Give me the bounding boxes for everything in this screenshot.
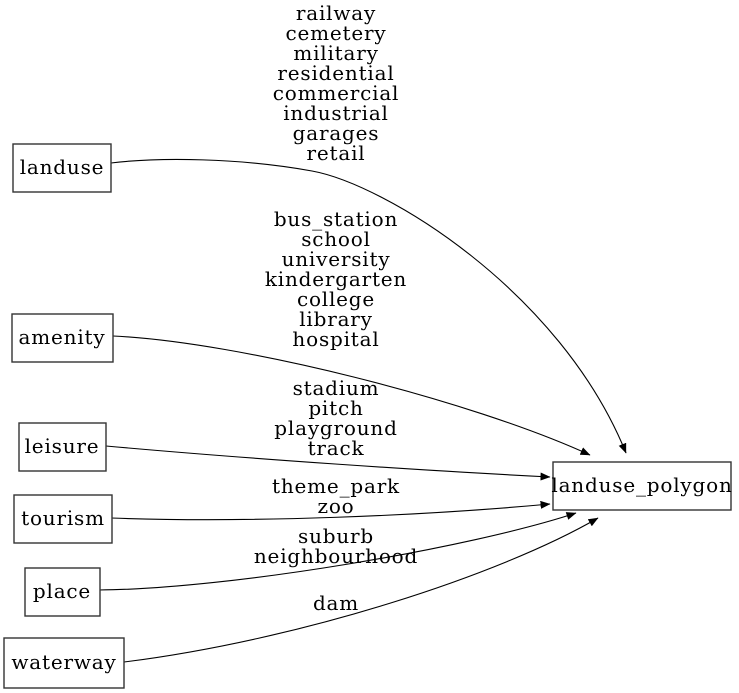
node-landuse xyxy=(13,144,111,192)
edge-label-playground: playground xyxy=(274,416,398,440)
edge-label-college: college xyxy=(296,287,376,311)
node-leisure xyxy=(19,423,106,471)
edge-label-kindergarten: kindergarten xyxy=(264,267,408,291)
edge-label-dam: dam xyxy=(312,591,360,615)
edge-label-university: university xyxy=(281,247,391,271)
edge-labels-landuse xyxy=(273,1,400,165)
edge-label-track: track xyxy=(307,436,365,460)
edge-label-stadium: stadium xyxy=(292,376,380,400)
edge-labels-place xyxy=(254,524,418,568)
edge-label-bus_station: bus_station xyxy=(273,207,399,231)
edge-label-garages: garages xyxy=(292,121,380,145)
node-label-landuse: landuse xyxy=(19,155,105,179)
node-label-tourism: tourism xyxy=(21,506,105,530)
node-label-place: place xyxy=(32,579,92,603)
edge-label-zoo: zoo xyxy=(317,494,355,518)
node-landuse_polygon xyxy=(551,462,732,510)
edge-label-railway: railway xyxy=(295,1,377,25)
edge-label-library: library xyxy=(299,307,373,331)
edge-label-theme_park: theme_park xyxy=(272,474,400,498)
node-waterway xyxy=(4,638,124,688)
edge-label-school: school xyxy=(301,227,371,251)
edge-label-hospital: hospital xyxy=(292,327,380,351)
node-label-amenity: amenity xyxy=(18,325,106,349)
edge-labels-tourism xyxy=(272,474,400,518)
edge-label-industrial: industrial xyxy=(283,101,389,125)
edge-label-cemetery: cemetery xyxy=(285,21,387,45)
edge-label-neighbourhood: neighbourhood xyxy=(253,544,419,568)
edge-label-residential: residential xyxy=(277,61,395,85)
edge-label-retail: retail xyxy=(306,141,366,165)
node-label-waterway: waterway xyxy=(11,650,117,674)
edge-label-commercial: commercial xyxy=(272,81,400,105)
edge-labels-amenity xyxy=(265,207,407,351)
node-amenity xyxy=(12,314,113,362)
edge-label-pitch: pitch xyxy=(308,396,364,420)
edge-label-suburb: suburb xyxy=(298,524,374,548)
edge-label-military: military xyxy=(293,41,379,65)
node-tourism xyxy=(14,495,112,543)
edge-labels-leisure xyxy=(274,376,397,460)
edge-labels-waterway xyxy=(313,591,359,615)
node-place xyxy=(25,568,100,616)
node-label-leisure: leisure xyxy=(24,434,100,458)
node-label-landuse_polygon: landuse_polygon xyxy=(551,473,733,497)
